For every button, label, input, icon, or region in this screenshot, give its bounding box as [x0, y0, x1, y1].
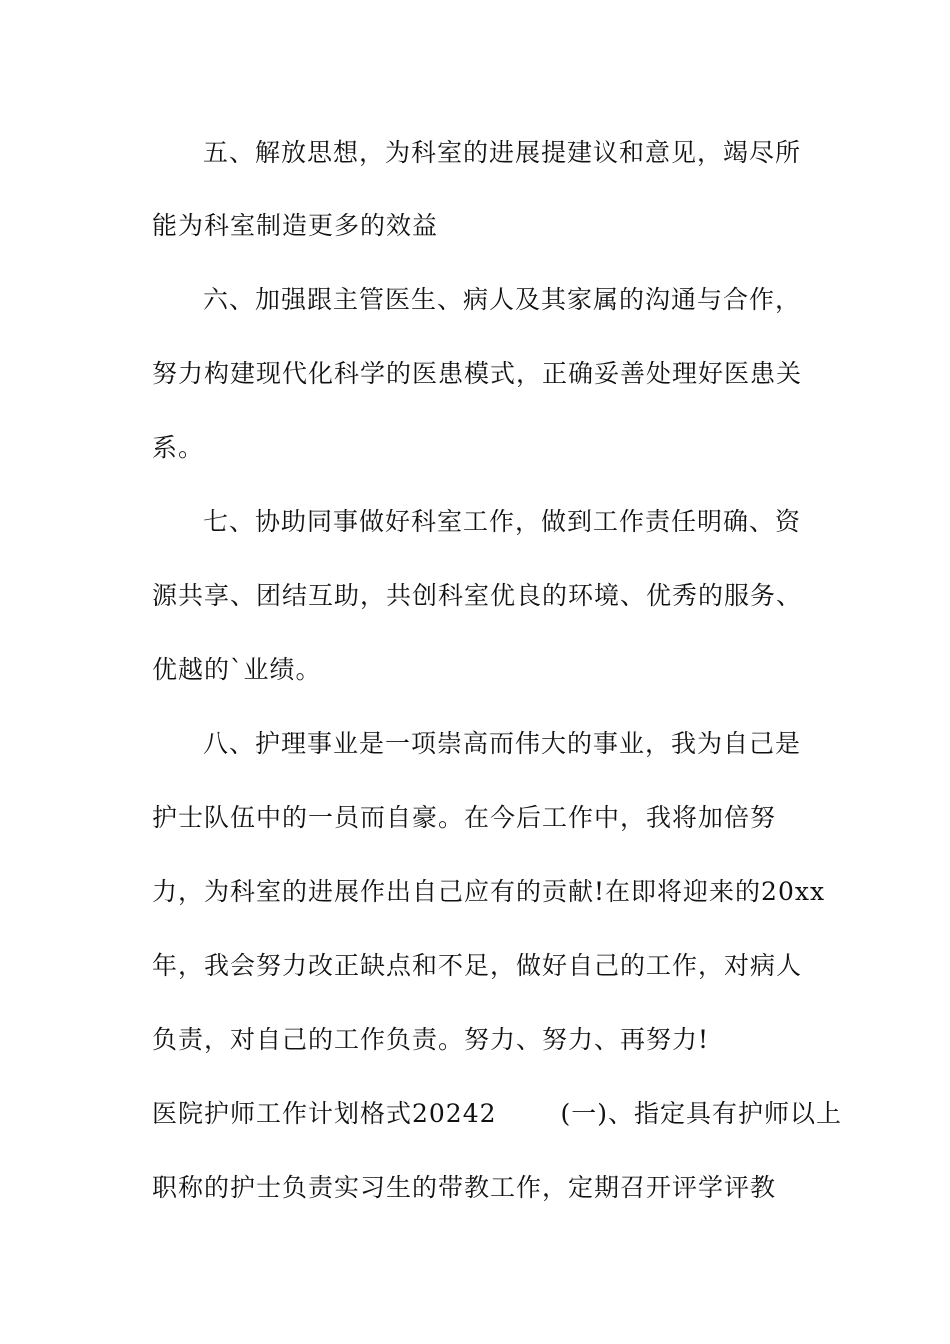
section-second-line: 职称的护士负责实习生的带教工作，定期召开评学评教	[152, 1173, 777, 1202]
paragraph-7-line-2: 源共享、团结互助，共创科室优良的环境、优秀的服务、	[152, 581, 803, 610]
paragraph-5-line-2: 能为科室制造更多的效益	[152, 211, 439, 240]
paragraph-5-line-1: 五、解放思想，为科室的进展提建议和意见，竭尽所	[203, 138, 802, 167]
paragraph-8-line-5: 负责，对自己的工作负责。努力、努力、再努力!	[152, 1025, 710, 1054]
paragraph-6-line-1: 六、加强跟主管医生、病人及其家属的沟通与合作，	[203, 285, 802, 314]
paragraph-7-line-1: 七、协助同事做好科室工作，做到工作责任明确、资	[203, 507, 802, 536]
section-first-line: (一)、指定具有护师以上	[560, 1099, 843, 1128]
paragraph-6-line-3: 系。	[152, 433, 205, 462]
paragraph-8-line-4: 年，我会努力改正缺点和不足，做好自己的工作，对病人	[152, 951, 803, 980]
section-heading-line	[152, 1099, 842, 1129]
paragraph-8-line-3: 力，为科室的进展作出自己应有的贡献!在即将迎来的20xx	[152, 877, 826, 906]
paragraph-6-line-2: 努力构建现代化科学的医患模式，正确妥善处理好医患关	[152, 359, 803, 388]
paragraph-8-line-2: 护士队伍中的一员而自豪。在今后工作中，我将加倍努	[152, 803, 777, 832]
paragraph-7-line-3: 优越的`业绩。	[152, 655, 322, 684]
paragraph-8-line-1: 八、护理事业是一项崇高而伟大的事业，我为自己是	[203, 729, 802, 758]
section-title: 医院护师工作计划格式20242	[152, 1099, 497, 1128]
